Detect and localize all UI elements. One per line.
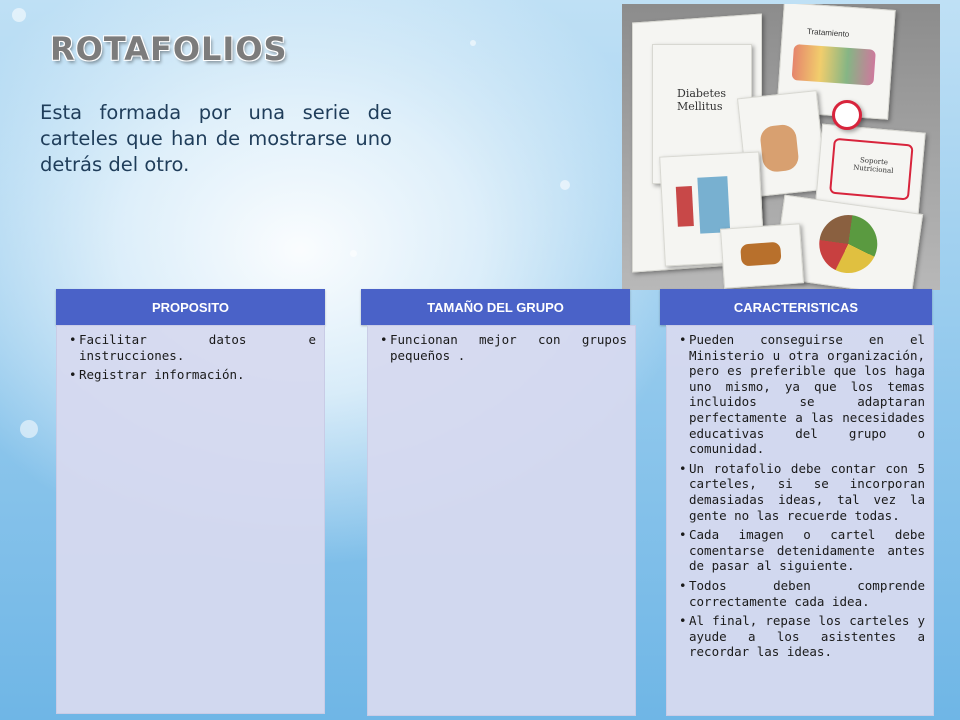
item-list bbox=[380, 332, 627, 363]
slide-title: ROTAFOLIOS bbox=[50, 30, 288, 68]
list-item: • Pueden conseguirse en el Ministerio u otra organización, pero es preferible que los haga uno mismo, ya que los temas incluidos se adaptaran perfectamente a las necesidades educativas del grupo o comunidad. bbox=[679, 332, 925, 457]
list-item: • Todos deben comprende correctamente cada idea. bbox=[679, 578, 925, 609]
column-header: PROPOSITO bbox=[56, 289, 325, 325]
illustration bbox=[759, 124, 800, 174]
prohibition-sign bbox=[832, 100, 862, 130]
list-item: • Funcionan mejor con grupos pequeños . bbox=[380, 332, 627, 363]
flipchart-photo bbox=[622, 4, 940, 290]
background-sparkle bbox=[350, 250, 357, 257]
sheet-label: Soporte Nutricional bbox=[852, 156, 894, 176]
background-sparkle bbox=[12, 8, 26, 22]
background-sparkle bbox=[470, 40, 476, 46]
item-list bbox=[679, 332, 925, 660]
background-sparkle bbox=[20, 420, 38, 438]
intro-paragraph: Esta formada por una serie de carteles que han de mostrarse uno detrás del otro. bbox=[40, 101, 392, 176]
list-item: • Cada imagen o cartel debe comentarse detenidamente antes de pasar al siguiente. bbox=[679, 527, 925, 574]
column-body bbox=[367, 325, 636, 716]
background-sparkle bbox=[560, 180, 570, 190]
column-header: TAMAÑO DEL GRUPO bbox=[361, 289, 630, 325]
product-illustration bbox=[676, 186, 694, 227]
product-illustration bbox=[697, 176, 730, 233]
list-item: • Registrar información. bbox=[69, 367, 316, 383]
food-plate-illustration bbox=[816, 211, 882, 277]
sheet-label: Tratamiento bbox=[806, 26, 850, 39]
list-item: • Facilitar datos e instrucciones. bbox=[69, 332, 316, 363]
list-item: • Un rotafolio debe contar con 5 carteles, si se incorporan demasiadas ideas, tal vez la gente no las recuerde todas. bbox=[679, 461, 925, 523]
column-body bbox=[666, 325, 934, 716]
list-item: • Al final, repase los carteles y ayude a los asistentes a recordar las ideas. bbox=[679, 613, 925, 660]
column-header: CARACTERISTICAS bbox=[660, 289, 932, 325]
illustration bbox=[740, 242, 781, 267]
column-body bbox=[56, 325, 325, 714]
food-illustration bbox=[792, 44, 876, 86]
flipchart-sheet bbox=[720, 223, 804, 288]
sheet-label: Diabetes Mellitus bbox=[677, 87, 727, 113]
item-list bbox=[69, 332, 316, 383]
